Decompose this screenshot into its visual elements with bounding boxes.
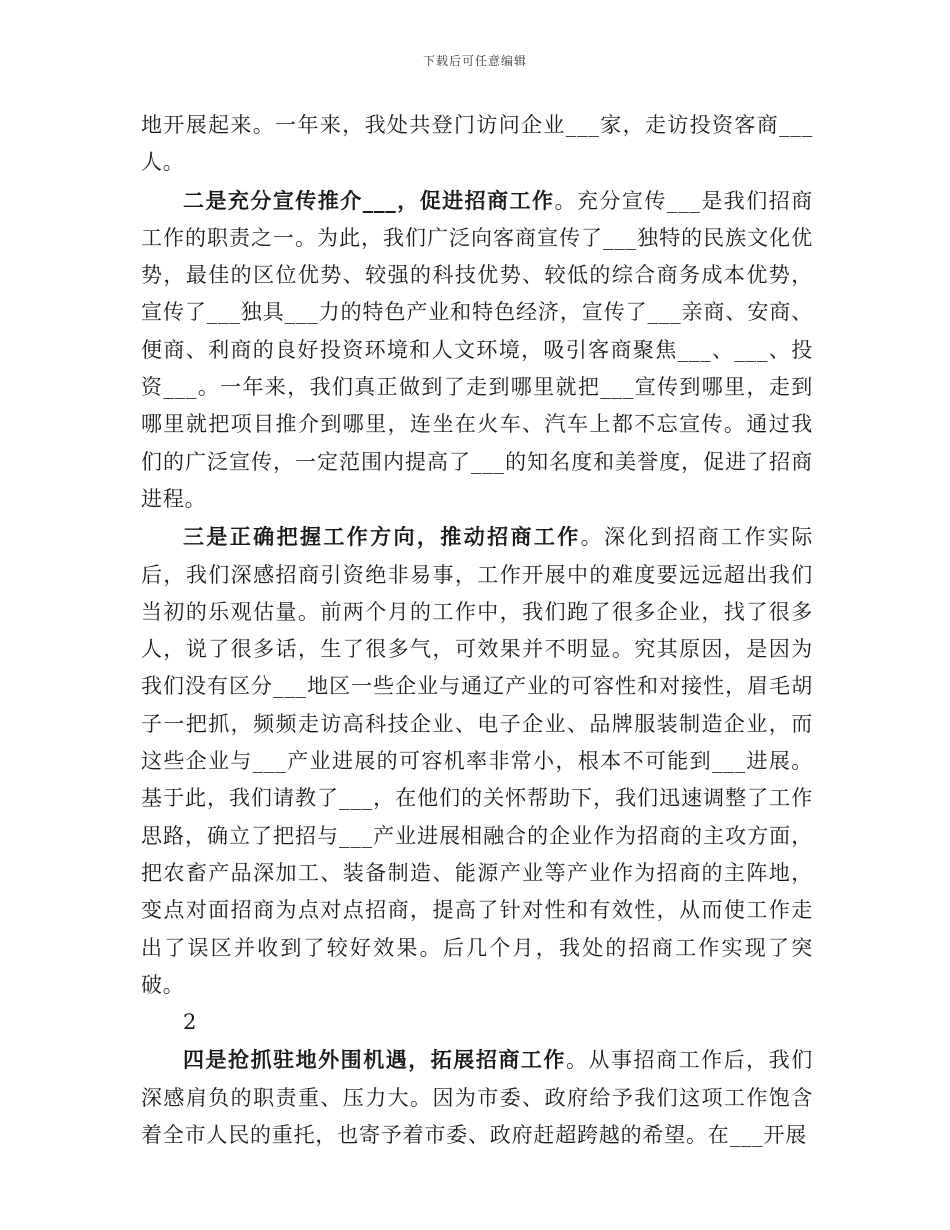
paragraph-4-lead: 四是抢抓驻地外围机遇，拓展招商工作 xyxy=(183,1047,566,1073)
page-header: 下载后可任意编辑 xyxy=(422,54,527,68)
paragraph-2-text: 。充分宣传___是我们招商工作的职责之一。为此，我们广泛向客商宣传了___独特的民族文化优势，最佳的区位优势、较强的科技优势、较低的综合商务成本优势，宣传了___独具___力的特色产业和特色经济，宣传了___亲商、安商、便商、利商的良好投资环境和人文环境，吸引客商聚焦___、___、投资___。一年来，我们真正做到了走到哪里就把___宣传到哪里，走到哪里就把项目推介到哪里，连坐在火车、汽车上都不忘宣传。通过我们的广泛宣传，一定范围内提高了___的知名度和美誉度，促进了招商进程。 xyxy=(141,188,813,511)
paragraph-2 xyxy=(141,182,813,519)
paragraph-1-text: 地开展起来。一年来，我处共登门访问企业___家，走访投资客商___人。 xyxy=(141,113,813,175)
paragraph-4-text: 。从事招商工作后，我们深感肩负的职责重、压力大。因为市委、政府给予我们这项工作饱含着全市人民的重托，也寄予着市委、政府赶超跨越的希望。在___开展 xyxy=(141,1048,813,1148)
paragraph-3-lead: 三是正确把握工作方向，推动招商工作 xyxy=(183,524,581,550)
paragraph-3 xyxy=(141,518,813,1004)
paragraph-1 xyxy=(141,106,813,182)
paragraph-3-text: 。深化到招商工作实际后，我们深感招商引资绝非易事，工作开展中的难度要远远超出我们当初的乐观估量。前两个月的工作中，我们跑了很多企业，找了很多人，说了很多话，生了很多气，可效果并不明显。究其原因，是因为我们没有区分___地区一些企业与通辽产业的可容性和对接性，眉毛胡子一把抓，频频走访高科技企业、电子企业、品牌服装制造企业，而这些企业与___产业进展的可容机率非常小，根本不可能到___进展。基于此，我们请教了___，在他们的关怀帮助下，我们迅速调整了工作思路，确立了把招与___产业进展相融合的企业作为招商的主攻方面，把农畜产品深加工、装备制造、能源产业等产业作为招商的主阵地，变点对面招商为点对点招商，提高了针对性和有效性，从而使工作走出了误区并收到了较好效果。后几个月，我处的招商工作实现了突破。 xyxy=(141,525,813,997)
page-number: 2 xyxy=(183,1010,198,1035)
document-body xyxy=(141,106,813,1154)
paragraph-4 xyxy=(141,1041,813,1154)
paragraph-2-lead: 二是充分宣传推介___，促进招商工作 xyxy=(183,187,555,213)
